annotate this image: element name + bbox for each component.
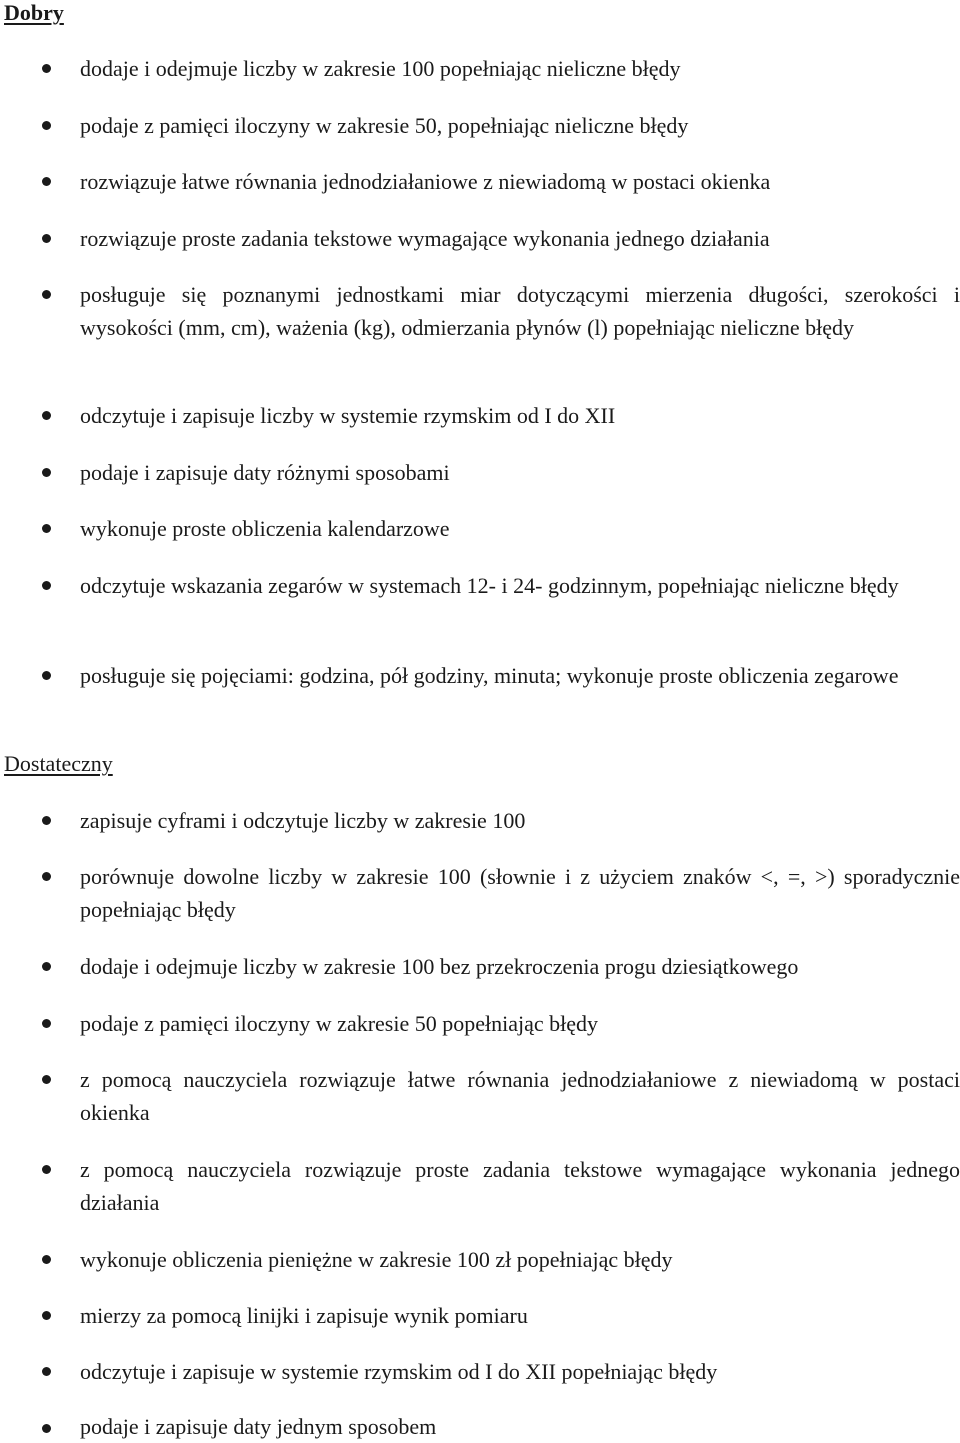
bullet-icon <box>42 1075 51 1084</box>
section-heading-dobry: Dobry <box>4 0 64 25</box>
bullet-icon <box>42 177 51 186</box>
list-item: rozwiązuje proste zadania tekstowe wymagające wykonania jednego działania <box>80 226 770 251</box>
list-item: rozwiązuje łatwe równania jednodziałaniowe z niewiadomą w postaci okienka <box>80 169 771 194</box>
bullet-icon <box>42 1255 51 1264</box>
list-item: odczytuje i zapisuje liczby w systemie rzymskim od I do XII <box>80 403 616 428</box>
bullet-icon <box>42 872 51 881</box>
bullet-icon <box>42 411 51 420</box>
bullet-icon <box>42 671 51 680</box>
list-item: posługuje się poznanymi jednostkami miar dotyczącymi mierzenia długości, szerokości i wysokości (mm, cm), ważenia (kg), odmierzania płynów (l) popełniając nieliczne błędy <box>80 282 960 340</box>
list-item: podaje z pamięci iloczyny w zakresie 50, popełniając nieliczne błędy <box>80 113 689 138</box>
bullet-icon <box>42 1165 51 1174</box>
list-item: wykonuje obliczenia pieniężne w zakresie 100 zł popełniając błędy <box>80 1247 673 1272</box>
list-item: podaje z pamięci iloczyny w zakresie 50 popełniając błędy <box>80 1011 599 1036</box>
bullet-icon <box>42 290 51 299</box>
list-item: wykonuje proste obliczenia kalendarzowe <box>80 516 450 541</box>
bullet-icon <box>42 121 51 130</box>
bullet-icon <box>42 524 51 533</box>
bullet-icon <box>42 1019 51 1028</box>
list-item: podaje i zapisuje daty różnymi sposobami <box>80 460 450 485</box>
list-item: zapisuje cyframi i odczytuje liczby w zakresie 100 <box>80 808 526 833</box>
bullet-icon <box>42 1424 51 1433</box>
bullet-icon <box>42 1311 51 1320</box>
bullet-icon <box>42 816 51 825</box>
list-item: dodaje i odejmuje liczby w zakresie 100 bez przekroczenia progu dziesiątkowego <box>80 954 799 979</box>
bullet-icon <box>42 1367 51 1376</box>
bullet-icon <box>42 64 51 73</box>
list-item: posługuje się pojęciami: godzina, pół godziny, minuta; wykonuje proste obliczenia zegarowe <box>80 663 899 688</box>
bullet-icon <box>42 581 51 590</box>
bullet-icon <box>42 468 51 477</box>
list-item: z pomocą nauczyciela rozwiązuje proste zadania tekstowe wymagające wykonania jednego działania <box>80 1157 960 1215</box>
section-heading-dostateczny: Dostateczny <box>4 751 113 776</box>
list-item: odczytuje wskazania zegarów w systemach 12- i 24- godzinnym, popełniając nieliczne błędy <box>80 573 899 598</box>
list-item: dodaje i odejmuje liczby w zakresie 100 popełniając nieliczne błędy <box>80 56 681 81</box>
bullet-icon <box>42 962 51 971</box>
list-item: porównuje dowolne liczby w zakresie 100 (słownie i z użyciem znaków <, =, >) sporadycznie popełniając błędy <box>80 864 960 922</box>
list-item: z pomocą nauczyciela rozwiązuje łatwe równania jednodziałaniowe z niewiadomą w postaci okienka <box>80 1067 960 1125</box>
bullet-icon <box>42 234 51 243</box>
list-item: podaje i zapisuje daty jednym sposobem <box>80 1414 437 1439</box>
list-item: odczytuje i zapisuje w systemie rzymskim od I do XII popełniając błędy <box>80 1359 718 1384</box>
list-item: mierzy za pomocą linijki i zapisuje wynik pomiaru <box>80 1303 528 1328</box>
